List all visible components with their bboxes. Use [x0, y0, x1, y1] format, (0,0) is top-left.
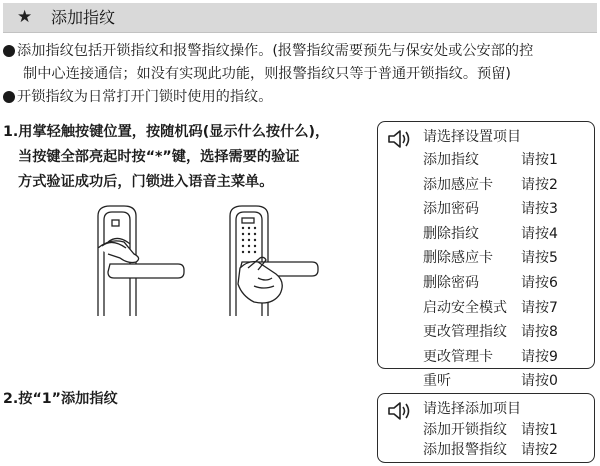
menu-option-key: 请按5: [521, 250, 558, 267]
step-1-line: 方式验证成功后，门锁进入语音主菜单。: [18, 174, 274, 190]
voice-menu-add: [377, 393, 595, 463]
menu-option-key: 请按2: [521, 442, 558, 458]
menu-option-key: 请按4: [521, 225, 558, 242]
menu-options: [423, 150, 558, 396]
speaker-icon: [387, 400, 413, 422]
menu-option-label: 删除感应卡: [423, 250, 493, 267]
menu-option: [423, 150, 558, 175]
menu-option-label: 添加开锁指纹: [423, 422, 507, 438]
menu-option-key: 请按8: [521, 324, 558, 341]
bullet-text: 添加指纹包括开锁指纹和报警指纹操作。(报警指纹需要预先与保安处或公安部的控: [17, 43, 534, 59]
menu-title: 请选择设置项目: [423, 129, 521, 145]
step-1-line: 1.用掌轻触按键位置，按随机码(显示什么按什么)，: [3, 124, 330, 140]
menu-option: [423, 347, 558, 372]
bullet-dot-icon: [3, 45, 15, 57]
menu-option-label: 启动安全模式: [423, 299, 507, 316]
menu-option-label: 更改管理指纹: [423, 324, 507, 341]
menu-options: [423, 420, 558, 460]
voice-menu-main: [377, 121, 595, 390]
star-icon: ★: [17, 7, 33, 27]
menu-option-key: 请按7: [521, 299, 558, 316]
menu-option: [423, 175, 558, 200]
menu-option-label: 添加指纹: [423, 152, 479, 168]
bullet-dot-icon: [3, 91, 15, 103]
step-2-instructions: 2.按“1”添加指纹: [3, 391, 118, 407]
menu-title: 请选择添加项目: [423, 401, 521, 417]
menu-option-label: 删除指纹: [423, 225, 479, 242]
section-title: 添加指纹: [51, 8, 116, 27]
menu-option-key: 请按1: [521, 422, 558, 438]
menu-option: [423, 273, 558, 298]
bullet-item: [3, 40, 597, 86]
menu-option-label: 添加密码: [423, 201, 479, 218]
step-1-instructions: [3, 120, 363, 195]
speaker-icon: [387, 128, 413, 150]
door-lock-left-icon: [98, 206, 184, 316]
menu-option: [423, 298, 558, 323]
menu-option: [423, 440, 558, 460]
bullet-text: 开锁指纹为日常打开门锁时使用的指纹。: [17, 89, 273, 105]
bullet-item: [3, 86, 597, 109]
menu-option-key: 请按2: [521, 176, 558, 193]
menu-option-label: 添加感应卡: [423, 176, 493, 193]
menu-option: [423, 248, 558, 273]
menu-option: [423, 420, 558, 440]
section-header: [3, 3, 597, 33]
step-1-line: 当按键全部亮起时按“*”键，选择需要的验证: [18, 149, 300, 165]
menu-option-label: 重听: [423, 373, 451, 390]
lock-illustration: [90, 198, 350, 316]
menu-option-label: 删除密码: [423, 274, 479, 291]
menu-option-key: 请按3: [521, 201, 558, 218]
bullet-text-continued: 制中心连接通信；如没有实现此功能，则报警指纹只等于普通开锁指纹。预留): [23, 66, 511, 82]
menu-option-key: 请按6: [521, 274, 558, 291]
menu-option-key: 请按0: [521, 373, 558, 390]
menu-option-key: 请按9: [521, 348, 558, 365]
menu-option-key: 请按1: [521, 152, 558, 168]
menu-option-label: 添加报警指纹: [423, 442, 507, 458]
bullet-list: [3, 40, 597, 109]
menu-option: [423, 199, 558, 224]
door-lock-right-icon: [230, 206, 318, 316]
menu-option: [423, 224, 558, 249]
menu-option-label: 更改管理卡: [423, 348, 493, 365]
menu-option: [423, 322, 558, 347]
